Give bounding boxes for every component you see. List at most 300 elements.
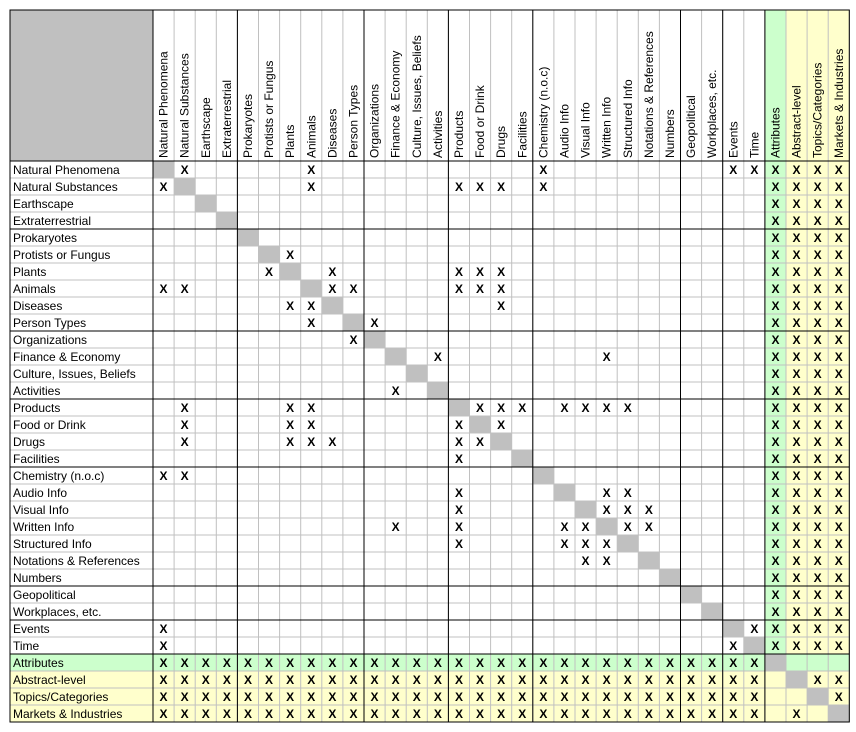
mark-cell: X: [265, 673, 274, 687]
row-label: Extraterrestrial: [13, 214, 92, 228]
mark-cell: X: [687, 673, 696, 687]
mark-cell: X: [159, 656, 168, 670]
mark-cell: X: [771, 197, 780, 211]
mark-cell: X: [307, 299, 316, 313]
mark-cell: X: [644, 673, 653, 687]
mark-cell: X: [834, 622, 843, 636]
column-label: Workplaces, etc.: [705, 69, 720, 158]
row-label: Time: [13, 639, 40, 653]
mark-cell: X: [792, 265, 801, 279]
row-label: Numbers: [13, 571, 62, 585]
mark-cell: X: [750, 622, 759, 636]
mark-cell: X: [813, 605, 822, 619]
mark-cell: X: [813, 401, 822, 415]
mark-cell: X: [792, 554, 801, 568]
column-label: Time: [747, 131, 762, 158]
mark-cell: X: [750, 163, 759, 177]
diagonal-cell: [427, 382, 448, 399]
mark-cell: X: [771, 163, 780, 177]
mark-cell: X: [201, 707, 210, 721]
mark-cell: X: [687, 690, 696, 704]
mark-cell: X: [771, 248, 780, 262]
mark-cell: X: [602, 486, 611, 500]
mark-cell: X: [665, 690, 674, 704]
column-label: Organizations: [367, 83, 382, 158]
mark-cell: X: [623, 673, 632, 687]
mark-cell: X: [454, 180, 463, 194]
mark-cell: X: [771, 571, 780, 585]
row-label: Natural Phenomena: [13, 163, 120, 177]
mark-cell: X: [813, 316, 822, 330]
mark-cell: X: [771, 384, 780, 398]
mark-cell: X: [602, 537, 611, 551]
column-label: Audio Info: [557, 103, 572, 158]
diagonal-cell: [406, 365, 427, 382]
diagonal-cell: [828, 705, 849, 722]
mark-cell: X: [665, 673, 674, 687]
mark-cell: X: [201, 690, 210, 704]
row-label: Food or Drink: [13, 418, 86, 432]
column-label: Visual Info: [578, 102, 593, 158]
mark-cell: X: [834, 401, 843, 415]
column-label: Events: [726, 121, 741, 158]
attributes-row-band: [10, 654, 849, 671]
mark-cell: X: [412, 673, 421, 687]
mark-cell: X: [539, 163, 548, 177]
mark-cell: X: [370, 707, 379, 721]
mark-cell: X: [813, 384, 822, 398]
mark-cell: X: [834, 639, 843, 653]
mark-cell: X: [729, 656, 738, 670]
mark-cell: X: [792, 452, 801, 466]
mark-cell: X: [792, 537, 801, 551]
mark-cell: X: [581, 690, 590, 704]
mark-cell: X: [792, 163, 801, 177]
mark-cell: X: [834, 197, 843, 211]
mark-cell: X: [476, 673, 485, 687]
mark-cell: X: [328, 656, 337, 670]
mark-cell: X: [476, 435, 485, 449]
mark-cell: X: [307, 180, 316, 194]
mark-cell: X: [813, 673, 822, 687]
mark-cell: X: [307, 418, 316, 432]
mark-cell: X: [623, 656, 632, 670]
mark-cell: X: [454, 656, 463, 670]
mark-cell: X: [476, 707, 485, 721]
diagonal-cell: [195, 195, 216, 212]
mark-cell: X: [792, 214, 801, 228]
mark-cell: X: [497, 690, 506, 704]
row-label: Protists or Fungus: [13, 248, 111, 262]
mark-cell: X: [518, 690, 527, 704]
diagonal-cell: [807, 688, 828, 705]
mark-cell: X: [834, 350, 843, 364]
mark-cell: X: [539, 690, 548, 704]
row-label: Events: [13, 622, 50, 636]
mark-cell: X: [243, 673, 252, 687]
row-label: Finance & Economy: [13, 350, 121, 364]
mark-cell: X: [813, 452, 822, 466]
column-label: Extraterrestrial: [219, 79, 234, 158]
mark-cell: X: [497, 401, 506, 415]
column-label: Food or Drink: [473, 85, 488, 158]
mark-cell: X: [243, 690, 252, 704]
column-label: Prokaryotes: [240, 93, 255, 158]
mark-cell: X: [518, 673, 527, 687]
mark-cell: X: [180, 163, 189, 177]
mark-cell: X: [813, 486, 822, 500]
mark-cell: X: [834, 214, 843, 228]
mark-cell: X: [328, 690, 337, 704]
mark-cell: X: [454, 486, 463, 500]
mark-cell: X: [476, 180, 485, 194]
mark-cell: X: [201, 673, 210, 687]
diagonal-cell: [681, 586, 702, 603]
mark-cell: X: [454, 452, 463, 466]
mark-cell: X: [792, 350, 801, 364]
row-label: Chemistry (n.o.c): [13, 469, 105, 483]
mark-cell: X: [834, 367, 843, 381]
mark-cell: X: [159, 282, 168, 296]
mark-cell: X: [222, 707, 231, 721]
mark-cell: X: [834, 605, 843, 619]
mark-cell: X: [497, 180, 506, 194]
mark-cell: X: [813, 180, 822, 194]
mark-cell: X: [708, 673, 717, 687]
mark-cell: X: [328, 265, 337, 279]
mark-cell: X: [813, 367, 822, 381]
mark-cell: X: [349, 690, 358, 704]
mark-cell: X: [813, 435, 822, 449]
mark-cell: X: [286, 673, 295, 687]
mark-cell: X: [180, 469, 189, 483]
column-label: Finance & Economy: [388, 50, 403, 158]
diagonal-cell: [659, 569, 680, 586]
mark-cell: X: [497, 299, 506, 313]
mark-cell: X: [834, 299, 843, 313]
mark-cell: X: [433, 690, 442, 704]
diagonal-cell: [491, 433, 512, 450]
mark-cell: X: [792, 469, 801, 483]
mark-cell: X: [771, 486, 780, 500]
mark-cell: X: [729, 673, 738, 687]
mark-cell: X: [792, 384, 801, 398]
mark-cell: X: [391, 690, 400, 704]
mark-cell: X: [687, 707, 696, 721]
diagonal-cell: [237, 229, 258, 246]
mark-cell: X: [834, 180, 843, 194]
mark-cell: X: [813, 520, 822, 534]
column-label: Earthscape: [198, 97, 213, 158]
mark-cell: X: [834, 452, 843, 466]
row-label: Structured Info: [13, 537, 92, 551]
mark-cell: X: [476, 690, 485, 704]
mark-cell: X: [349, 282, 358, 296]
mark-cell: X: [623, 690, 632, 704]
mark-cell: X: [729, 707, 738, 721]
column-label: Diseases: [325, 108, 340, 158]
column-label: Drugs: [494, 125, 509, 158]
mark-cell: X: [771, 180, 780, 194]
mark-cell: X: [602, 350, 611, 364]
mark-cell: X: [813, 231, 822, 245]
column-label: Structured Info: [620, 79, 635, 158]
diagonal-cell: [216, 212, 237, 229]
column-label: Natural Phenomena: [156, 51, 171, 158]
mark-cell: X: [750, 707, 759, 721]
mark-cell: X: [813, 571, 822, 585]
mark-cell: X: [159, 639, 168, 653]
mark-cell: X: [623, 707, 632, 721]
mark-cell: X: [792, 401, 801, 415]
mark-cell: X: [349, 656, 358, 670]
diagonal-cell: [765, 654, 786, 671]
mark-cell: X: [560, 690, 569, 704]
mark-cell: X: [792, 503, 801, 517]
mark-cell: X: [286, 656, 295, 670]
mark-cell: X: [813, 418, 822, 432]
mark-cell: X: [180, 435, 189, 449]
mark-cell: X: [771, 231, 780, 245]
diagonal-cell: [596, 518, 617, 535]
mark-cell: X: [729, 690, 738, 704]
mark-cell: X: [180, 656, 189, 670]
mark-cell: X: [286, 435, 295, 449]
mark-cell: X: [792, 333, 801, 347]
mark-cell: X: [644, 656, 653, 670]
mark-cell: X: [581, 401, 590, 415]
mark-cell: X: [813, 163, 822, 177]
diagonal-cell: [364, 331, 385, 348]
mark-cell: X: [391, 656, 400, 670]
mark-cell: X: [349, 707, 358, 721]
mark-cell: X: [497, 656, 506, 670]
mark-cell: X: [771, 520, 780, 534]
diagonal-cell: [259, 246, 280, 263]
mark-cell: X: [412, 690, 421, 704]
mark-cell: X: [307, 163, 316, 177]
mark-cell: X: [665, 656, 674, 670]
row-label: Products: [13, 401, 61, 415]
mark-cell: X: [286, 299, 295, 313]
mark-cell: X: [792, 605, 801, 619]
diagonal-cell: [786, 671, 807, 688]
mark-cell: X: [623, 486, 632, 500]
mark-cell: X: [265, 265, 274, 279]
mark-cell: X: [328, 435, 337, 449]
mark-cell: X: [813, 588, 822, 602]
row-label: Plants: [13, 265, 47, 279]
mark-cell: X: [243, 656, 252, 670]
mark-cell: X: [708, 690, 717, 704]
mark-cell: X: [771, 537, 780, 551]
column-label: Geopolitical: [684, 95, 699, 158]
mark-cell: X: [792, 435, 801, 449]
mark-cell: X: [834, 316, 843, 330]
mark-cell: X: [771, 316, 780, 330]
mark-cell: X: [454, 418, 463, 432]
mark-cell: X: [307, 316, 316, 330]
mark-cell: X: [771, 299, 780, 313]
mark-cell: X: [539, 707, 548, 721]
mark-cell: X: [792, 486, 801, 500]
row-label: Organizations: [13, 333, 88, 347]
mark-cell: X: [771, 469, 780, 483]
mark-cell: X: [813, 537, 822, 551]
mark-cell: X: [286, 690, 295, 704]
row-label: Drugs: [13, 435, 46, 449]
diagonal-cell: [470, 416, 491, 433]
mark-cell: X: [454, 520, 463, 534]
column-label: Chemistry (n.o.c): [536, 66, 551, 158]
mark-cell: X: [771, 401, 780, 415]
mark-cell: X: [644, 503, 653, 517]
mark-cell: X: [581, 554, 590, 568]
mark-cell: X: [265, 656, 274, 670]
mark-cell: X: [834, 248, 843, 262]
mark-cell: X: [497, 673, 506, 687]
column-label: Numbers: [662, 109, 677, 158]
row-label: Earthscape: [13, 197, 74, 211]
mark-cell: X: [834, 486, 843, 500]
mark-cell: X: [391, 707, 400, 721]
diagonal-cell: [280, 263, 301, 280]
mark-cell: X: [834, 231, 843, 245]
mark-cell: X: [813, 299, 822, 313]
mark-cell: X: [834, 588, 843, 602]
mark-cell: X: [307, 435, 316, 449]
mark-cell: X: [834, 503, 843, 517]
mark-cell: X: [813, 622, 822, 636]
mark-cell: X: [623, 503, 632, 517]
column-label: Animals: [304, 115, 319, 158]
mark-cell: X: [834, 265, 843, 279]
mark-cell: X: [623, 401, 632, 415]
mark-cell: X: [497, 265, 506, 279]
mark-cell: X: [834, 435, 843, 449]
mark-cell: X: [729, 163, 738, 177]
diagonal-cell: [723, 620, 744, 637]
row-label: Geopolitical: [13, 588, 76, 602]
mark-cell: X: [813, 265, 822, 279]
mark-cell: X: [792, 588, 801, 602]
mark-cell: X: [834, 690, 843, 704]
row-label: Abstract-level: [13, 673, 86, 687]
mark-cell: X: [708, 707, 717, 721]
column-label: Protists or Fungus: [262, 60, 277, 158]
column-label: Culture, Issues, Beliefs: [409, 35, 424, 158]
mark-cell: X: [518, 656, 527, 670]
column-label: Attributes: [768, 107, 783, 158]
mark-cell: X: [560, 673, 569, 687]
mark-cell: X: [834, 163, 843, 177]
mark-cell: X: [307, 673, 316, 687]
mark-cell: X: [813, 214, 822, 228]
mark-cell: X: [834, 554, 843, 568]
mark-cell: X: [750, 656, 759, 670]
column-label: Written Info: [599, 96, 614, 158]
diagonal-cell: [617, 535, 638, 552]
row-label: Notations & References: [13, 554, 140, 568]
mark-cell: X: [602, 503, 611, 517]
mark-cell: X: [159, 469, 168, 483]
mark-cell: X: [792, 707, 801, 721]
mark-cell: X: [771, 367, 780, 381]
column-label: Topics/Categories: [810, 62, 825, 158]
mark-cell: X: [771, 554, 780, 568]
row-label: Workplaces, etc.: [13, 605, 102, 619]
mark-cell: X: [581, 673, 590, 687]
mark-cell: X: [412, 707, 421, 721]
meta-row-band: [10, 671, 849, 722]
mark-cell: X: [792, 571, 801, 585]
diagonal-cell: [343, 314, 364, 331]
column-label: Markets & Industries: [831, 48, 846, 158]
column-label: Activities: [430, 110, 445, 158]
mark-cell: X: [834, 333, 843, 347]
row-label: Person Types: [13, 316, 87, 330]
mark-cell: X: [159, 180, 168, 194]
mark-cell: X: [813, 197, 822, 211]
diagonal-cell: [174, 178, 195, 195]
mark-cell: X: [307, 707, 316, 721]
mark-cell: X: [708, 656, 717, 670]
diagonal-cell: [512, 450, 533, 467]
mark-cell: X: [476, 282, 485, 296]
mark-cell: X: [687, 656, 696, 670]
mark-cell: X: [180, 673, 189, 687]
mark-cell: X: [370, 673, 379, 687]
mark-cell: X: [792, 622, 801, 636]
mark-cell: X: [286, 707, 295, 721]
mark-cell: X: [286, 418, 295, 432]
row-label: Activities: [13, 384, 61, 398]
mark-cell: X: [286, 248, 295, 262]
row-label: Natural Substances: [13, 180, 118, 194]
mark-cell: X: [433, 673, 442, 687]
row-label: Diseases: [13, 299, 63, 313]
mark-cell: X: [454, 690, 463, 704]
mark-cell: X: [476, 401, 485, 415]
mark-cell: X: [159, 673, 168, 687]
mark-cell: X: [771, 435, 780, 449]
mark-cell: X: [623, 520, 632, 534]
mark-cell: X: [560, 707, 569, 721]
mark-cell: X: [349, 333, 358, 347]
mark-cell: X: [771, 265, 780, 279]
mark-cell: X: [771, 605, 780, 619]
column-label: Person Types: [346, 84, 361, 158]
mark-cell: X: [391, 384, 400, 398]
diagonal-cell: [153, 161, 174, 178]
mark-cell: X: [750, 673, 759, 687]
mark-cell: X: [792, 299, 801, 313]
mark-cell: X: [792, 248, 801, 262]
mark-cell: X: [771, 452, 780, 466]
mark-cell: X: [792, 197, 801, 211]
mark-cell: X: [370, 316, 379, 330]
mark-cell: X: [771, 350, 780, 364]
mark-cell: X: [771, 418, 780, 432]
mark-cell: X: [560, 401, 569, 415]
mark-cell: X: [602, 401, 611, 415]
row-label: Prokaryotes: [13, 231, 78, 245]
mark-cell: X: [560, 537, 569, 551]
mark-cell: X: [813, 350, 822, 364]
mark-cell: X: [792, 418, 801, 432]
mark-cell: X: [560, 520, 569, 534]
row-label: Markets & Industries: [13, 707, 123, 721]
